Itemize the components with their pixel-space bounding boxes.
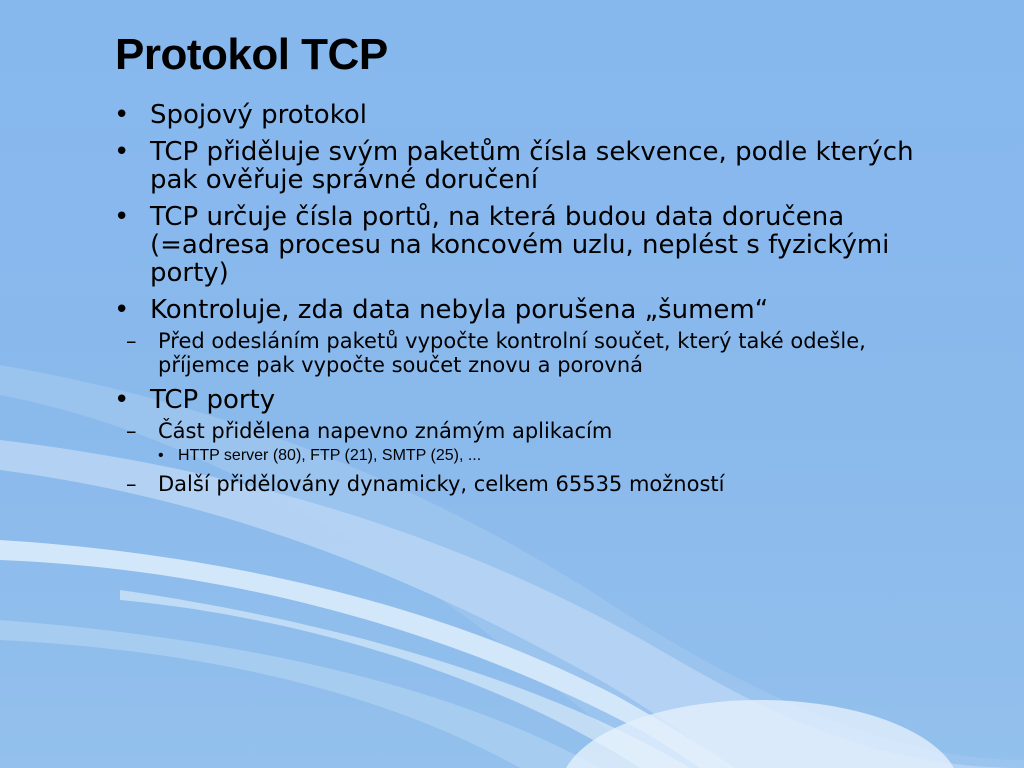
slide-title: Protokol TCP [115, 30, 388, 79]
dash-icon: – [126, 472, 137, 496]
sub-list [112, 329, 932, 377]
dash-icon: – [126, 329, 137, 353]
list-item [112, 386, 932, 414]
list-item [112, 203, 932, 287]
sub-list-item-text: Další přidělovány dynamicky, celkem 65535 možností [158, 472, 725, 496]
sub-sub-list-item-text: HTTP server (80), FTP (21), SMTP (25), ... [178, 447, 482, 464]
sub-sub-list-item [154, 445, 932, 467]
sub-list [112, 419, 932, 496]
bullet-list [112, 101, 932, 496]
dash-icon: – [126, 419, 137, 443]
sub-list-item-text: Před odesláním paketů vypočte kontrolní součet, který také odešle, příjemce pak vypočte součet znovu a porovná [158, 329, 866, 377]
sub-list-item [126, 472, 932, 496]
sublist-container [112, 329, 932, 377]
sub-list-item [126, 419, 932, 443]
bullet-icon: • [114, 385, 130, 415]
sub-list-item [126, 329, 932, 377]
list-item-text: TCP porty [150, 385, 276, 415]
list-item [112, 101, 932, 129]
list-item-text: Spojový protokol [150, 100, 367, 130]
sub-list-item-text: Část přidělena napevno známým aplikacím [158, 419, 613, 443]
list-item [112, 296, 932, 324]
sublist-container [112, 419, 932, 496]
list-item-text: Kontroluje, zda data nebyla porušena „šumem“ [150, 295, 769, 325]
list-item-text: TCP určuje čísla portů, na která budou data doručena (=adresa procesu na koncovém uzlu, neplést s fyzickými porty) [150, 202, 890, 288]
bullet-icon: • [114, 100, 130, 130]
list-item [112, 138, 932, 194]
bullet-icon: • [114, 202, 130, 232]
list-item-text: TCP přiděluje svým paketům čísla sekvence, podle kterých pak ověřuje správné doručení [150, 137, 914, 195]
bullet-icon: • [114, 295, 130, 325]
bullet-icon: • [158, 447, 164, 464]
bullet-icon: • [114, 137, 130, 167]
